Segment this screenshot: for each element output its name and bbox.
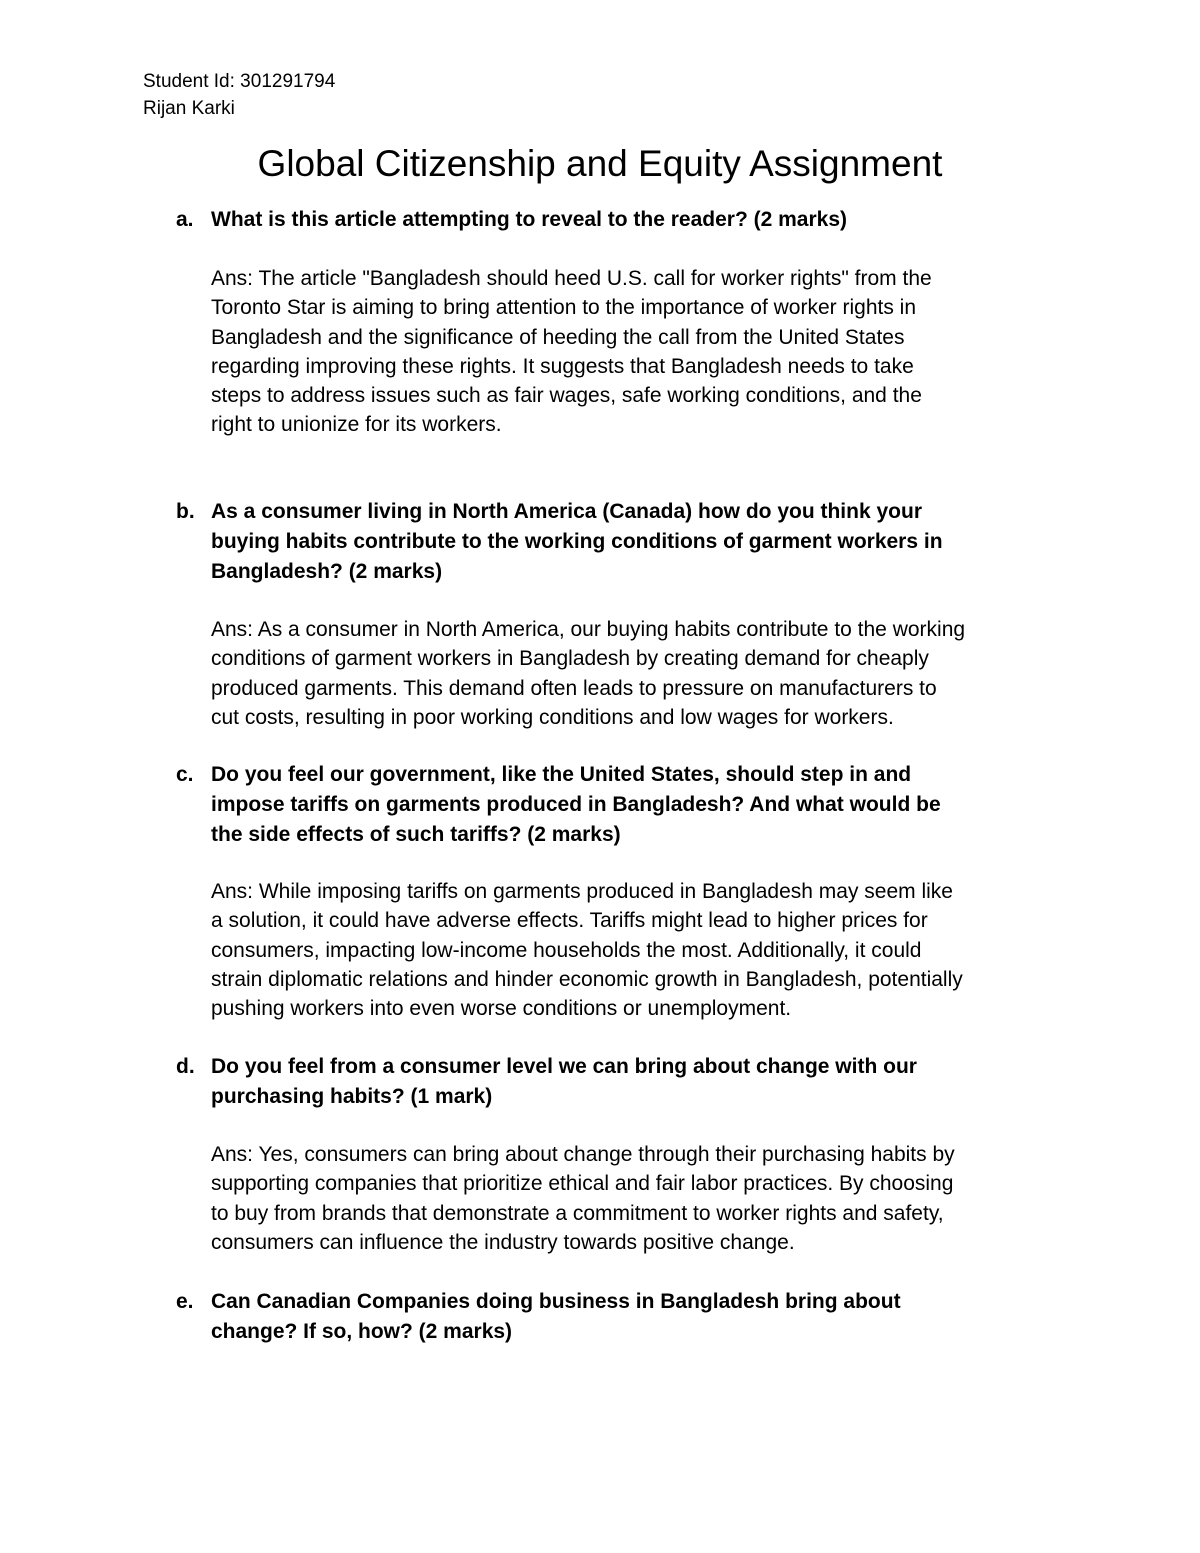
answer-line: supporting companies that prioritize ethical and fair labor practices. By choosing: [211, 1172, 954, 1196]
question-line: buying habits contribute to the working conditions of garment workers in: [211, 530, 943, 553]
student-id-line: Student Id: 301291794: [143, 71, 336, 92]
question-c: [211, 760, 1071, 850]
answer-line: Ans: While imposing tariffs on garments produced in Bangladesh may seem like: [211, 880, 953, 903]
question-letter-e: e.: [176, 1290, 194, 1313]
question-a: [211, 205, 1071, 235]
question-line: purchasing habits? (1 mark): [211, 1085, 493, 1108]
answer-b: [211, 615, 1071, 732]
answer-line: a solution, it could have adverse effects. Tariffs might lead to higher prices for: [211, 909, 928, 933]
question-line: Can Canadian Companies doing business in Bangladesh bring about: [211, 1290, 901, 1313]
question-letter-b: b.: [176, 500, 195, 523]
answer-line: to buy from brands that demonstrate a commitment to worker rights and safety,: [211, 1201, 944, 1225]
question-letter-c: c.: [176, 763, 194, 786]
answer-line: strain diplomatic relations and hinder economic growth in Bangladesh, potentially: [211, 967, 963, 991]
question-line: What is this article attempting to reveal to the reader? (2 marks): [211, 208, 847, 231]
answer-line: Bangladesh and the significance of heeding the call from the United States: [211, 325, 905, 349]
question-b: [211, 497, 1071, 587]
question-line: impose tariffs on garments produced in Bangladesh? And what would be: [211, 793, 941, 816]
question-line: As a consumer living in North America (Canada) how do you think your: [211, 500, 922, 523]
page-title: Global Citizenship and Equity Assignment: [257, 143, 943, 184]
answer-line: Toronto Star is aiming to bring attention to the importance of worker rights in: [211, 296, 917, 320]
question-letter-d: d.: [176, 1055, 195, 1078]
question-d: [211, 1052, 1071, 1112]
student-name-line: Rijan Karki: [143, 98, 235, 119]
answer-line: consumers can influence the industry towards positive change.: [211, 1230, 795, 1254]
answer-line: Ans: As a consumer in North America, our buying habits contribute to the working: [211, 618, 966, 641]
answer-c: [211, 877, 1071, 1023]
question-letter-a: a.: [176, 208, 194, 231]
answer-line: pushing workers into even worse conditions or unemployment.: [211, 997, 792, 1021]
answer-line: Ans: Yes, consumers can bring about change through their purchasing habits by: [211, 1143, 955, 1166]
question-line: Do you feel our government, like the United States, should step in and: [211, 763, 912, 786]
question-line: Do you feel from a consumer level we can bring about change with our: [211, 1055, 917, 1078]
answer-line: regarding improving these rights. It suggests that Bangladesh needs to take: [211, 354, 914, 378]
answer-line: steps to address issues such as fair wages, safe working conditions, and the: [211, 384, 922, 408]
answer-line: consumers, impacting low-income households the most. Additionally, it could: [211, 938, 922, 962]
question-line: the side effects of such tariffs? (2 marks): [211, 823, 621, 846]
question-line: change? If so, how? (2 marks): [211, 1320, 513, 1343]
answer-d: [211, 1140, 1071, 1257]
answer-line: conditions of garment workers in Bangladesh by creating demand for cheaply: [211, 647, 929, 671]
answer-line: Ans: The article "Bangladesh should heed U.S. call for worker rights" from the: [211, 267, 932, 290]
answer-line: right to unionize for its workers.: [211, 413, 502, 437]
question-e: [211, 1287, 1071, 1347]
answer-line: cut costs, resulting in poor working conditions and low wages for workers.: [211, 705, 894, 729]
answer-a: [211, 264, 1071, 440]
answer-line: produced garments. This demand often leads to pressure on manufacturers to: [211, 676, 937, 700]
question-line: Bangladesh? (2 marks): [211, 560, 443, 583]
